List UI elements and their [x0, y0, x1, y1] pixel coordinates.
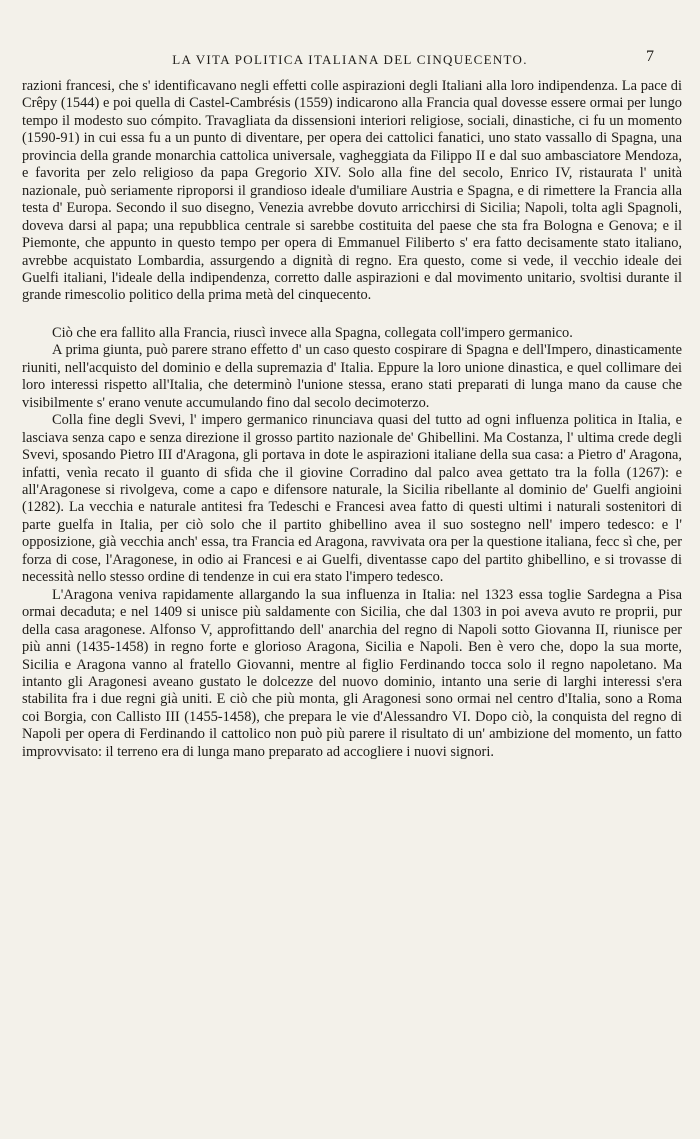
running-title: LA VITA POLITICA ITALIANA DEL CINQUECENTO. [172, 52, 528, 67]
paragraph: A prima giunta, può parere strano effetto d' un caso questo cospirare di Spagna e dell'Impero, dinasticamente riuniti, nell'acquisto del dominio e della supremazia d' Italia. Eppure la loro unione dinastica, e quel collimare dei loro interessi rispetto all'Italia, che determinò l'unione stessa, erano stati preparati di lunga mano da cause che visibilmente s' erano venute accumulando fino dal secolo decimoterzo. [22, 342, 682, 411]
page-number: 7 [646, 48, 654, 65]
paragraph: Ciò che era fallito alla Francia, riuscì invece alla Spagna, collegata coll'impero germanico. [52, 324, 573, 341]
paragraph: Colla fine degli Svevi, l' impero germanico rinunciava quasi del tutto ad ogni influenza politica in Italia, e lasciava senza capo e senza direzione il grosso partito nazionale de' Ghibellini. Ma Costanza, l' ultima crede degli Svevi, sposando Pietro III d'Aragona, gli portava in dote le aspirazioni italiane della sua casa: a Pietro d' Aragona, infatti, venìa recato il guanto di sfida che il giovine Corradino dal palco avea gettato tra la folla (1267): e all'Aragonese si rivolgeva, come a capo e difensore naturale, la Sicilia ribellante al dominio de' Guelfi angioini (1282). La vecchia e naturale antitesi fra Tedeschi e Francesi avea fatto di questi ultimi i naturali sostenitori di parte guelfa in Italia, per ciò solo che il partito ghibellino avea il suo sostegno nell' impero tedesco: e l' opposizione, già vecchia anch' essa, tra Francia ed Aragona, ravvivata ora per la questione italiana, fecc sì che, per forza di cose, l'Aragonese, in odio ai Francesi e ai Guelfi, diventasse capo del partito ghibellino, e si trovasse di necessità nello stesso ordine di tendenze in cui era stato l'impero tedesco. [22, 412, 682, 586]
paragraph: razioni francesi, che s' identificavano negli effetti colle aspirazioni degli Italiani alla loro indipendenza. La pace di Crêpy (1544) e poi quella di Castel-Cambrésis (1559) indicarono alla Francia qual dovesse essere ormai per lungo tempo il modesto suo cómpito. Travagliata da dissensioni interiori religiose, sociali, dinastiche, ci fu un momento (1590-91) in cui essa fu a un punto di diventare, per opera dei cattolici fanatici, uno stato vassallo di Spagna, una provincia della grande monarchia cattolica universale, vagheggiata da Filippo II e dal suo ambasciatore Mendoza, e favorita per zelo religioso da papa Gregorio XIV. Solo alla fine del secolo, Enrico IV, ristaurata l' unità nazionale, può seriamente riproporsi il grandioso ideale d'umiliare Austria e Spagna, e di rimettere la Francia alla testa d' Europa. Secondo il suo disegno, Venezia avrebbe dovuto arricchirsi di Sicilia; Napoli, tolta agli Spagnoli, doveva darsi al papa; una repubblica centrale si sarebbe costituita del paese che sta fra Bologna e Genova; e il Piemonte, che appunto in questo tempo per opera di Emmanuel Filiberto s' era fatto decisamente stato italiano, avrebbe acquistato Lombardia, assurgendo a dignità di regno. Era questo, come si vede, il vecchio ideale dei Guelfi italiani, l'ideale della indipendenza, corretto dalle aspirazioni e dal movimento unitario, svoltisi durante il grande rimescolio politico della prima metà del cinquecento. [22, 78, 682, 304]
paragraph: L'Aragona veniva rapidamente allargando la sua influenza in Italia: nel 1323 essa toglie Sardegna a Pisa ormai decaduta; e nel 1409 si unisce più saldamente con Sicilia, che dal 1303 in poi aveva avuto re proprii, pur della casa aragonese. Alfonso V, approfittando dell' anarchia del regno di Napoli sotto Giovanna II, riunisce per più anni (1435-1458) in regno forte e glorioso Aragona, Sicilia e Napoli. Ben è vero che, dopo la sua morte, Sicilia e Aragona vanno al fratello Giovanni, mentre al figlio Ferdinando tocca solo il regno napoletano. Ma intanto gli Aragonesi aveano gustato le dolcezze del nuovo dominio, intanto una serie di larghi interessi s'era stabilita fra i due regni già uniti. E ciò che più monta, gli Aragonesi sono ormai nel centro d'Italia, sono a Roma coi Borgia, con Callisto III (1455-1458), che prepara le vie d'Alessandro VI. Dopo ciò, la conquista del regno di Napoli per opera di Ferdinando il cattolico non può più parere il risultato di un' ambizione del momento, un fatto improvvisato: il terreno era di lunga mano preparato ad accogliere i nuovi signori. [22, 586, 682, 760]
body-text [22, 78, 682, 761]
page-header [0, 50, 700, 74]
